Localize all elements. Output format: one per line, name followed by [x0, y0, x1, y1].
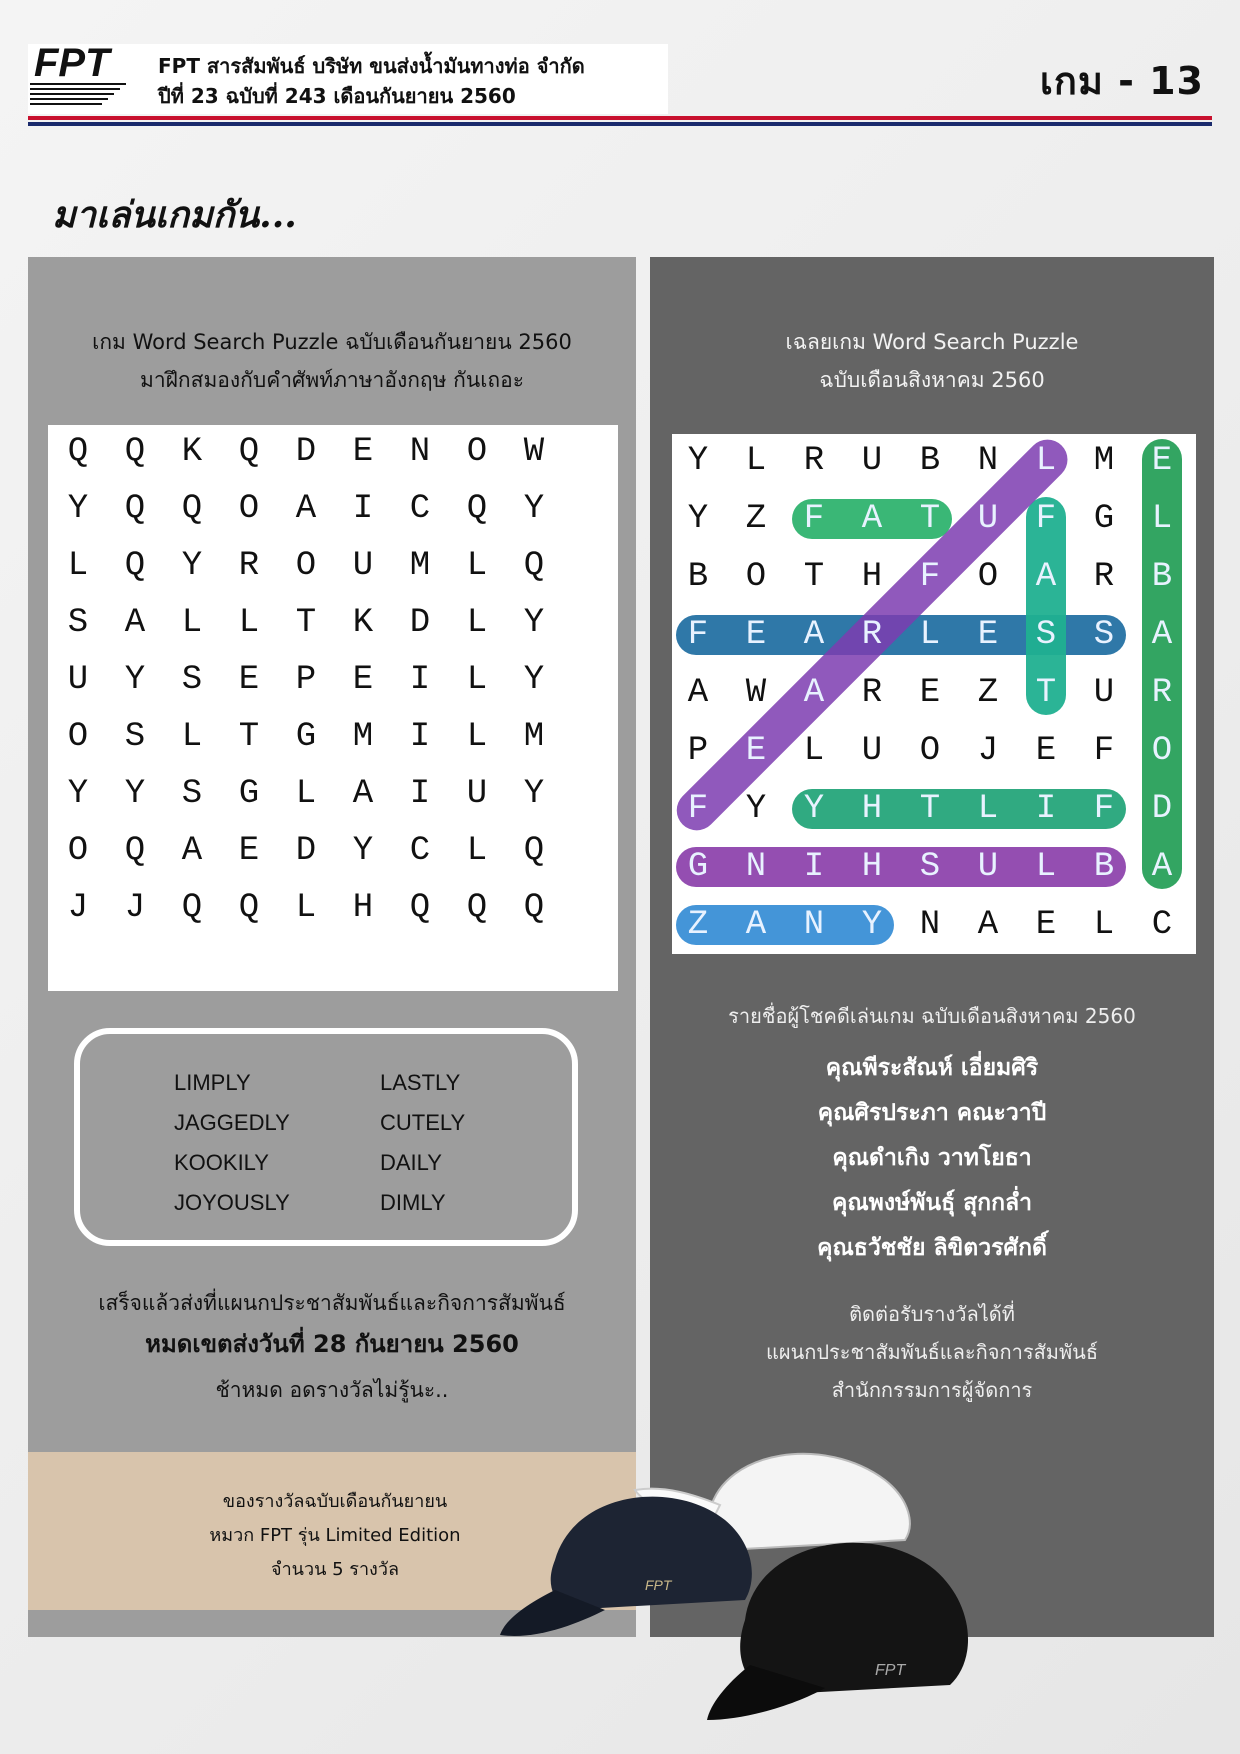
answer-letter: O [1151, 732, 1173, 770]
submission-instructions: เสร็จแล้วส่งที่แผนกประชาสัมพันธ์และกิจการสัมพันธ์ [98, 1291, 566, 1315]
puzzle-letter: A [352, 775, 374, 813]
puzzle-letter: E [352, 433, 374, 471]
answer-letter: R [1151, 674, 1173, 712]
winner-name: คุณดำเกิง วาทโยธา [832, 1145, 1032, 1171]
answer-letter: B [919, 442, 941, 480]
puzzle-letter: K [181, 433, 203, 471]
answer-letter: N [919, 906, 941, 944]
answer-letter: U [861, 442, 883, 480]
puzzle-letter: S [181, 661, 203, 699]
puzzle-letter: L [238, 604, 260, 642]
puzzle-letter: S [67, 604, 89, 642]
puzzle-letter: T [295, 604, 317, 642]
answer-letter: B [1151, 558, 1173, 596]
puzzle-letter: G [238, 775, 260, 813]
puzzle-letter: Y [523, 661, 545, 699]
answer-letter: E [919, 674, 941, 712]
prize-item: หมวก FPT รุ่น Limited Edition [209, 1525, 461, 1546]
answer-letter: F [803, 500, 825, 538]
answer-letter: E [1035, 732, 1057, 770]
answer-letter: B [1093, 848, 1115, 886]
puzzle-letter: I [409, 661, 431, 699]
puzzle-letter: Q [124, 490, 146, 528]
answer-letter: T [919, 500, 941, 538]
svg-text:FPT: FPT [34, 41, 110, 85]
submission-deadline: หมดเขตส่งวันที่ 28 กันยายน 2560 [145, 1330, 519, 1358]
puzzle-grid [48, 425, 618, 991]
puzzle-letter: O [295, 547, 317, 585]
puzzle-letter: Q [523, 832, 545, 870]
puzzle-letter: D [295, 832, 317, 870]
answer-letter: M [1093, 442, 1115, 480]
answer-letter: R [861, 674, 883, 712]
answer-letter: L [977, 790, 999, 828]
puzzle-letter: K [352, 604, 374, 642]
puzzle-letter: A [181, 832, 203, 870]
puzzle-letter: L [295, 889, 317, 927]
puzzle-letter: I [409, 718, 431, 756]
answer-letter: E [1035, 906, 1057, 944]
puzzle-letter: H [352, 889, 374, 927]
answer-letter: F [687, 790, 709, 828]
answer-letter: A [977, 906, 999, 944]
word-list-box [74, 1028, 578, 1246]
puzzle-letter: R [238, 547, 260, 585]
word-item: LASTLY [380, 1070, 461, 1095]
answer-letter: A [1035, 558, 1057, 596]
puzzle-letter: Q [466, 490, 488, 528]
puzzle-letter: Y [352, 832, 374, 870]
puzzle-letter: D [409, 604, 431, 642]
puzzle-letter: L [181, 718, 203, 756]
answer-letter: L [1151, 500, 1173, 538]
answer-letter: W [745, 674, 767, 712]
puzzle-letter: Y [124, 661, 146, 699]
answer-letter: F [919, 558, 941, 596]
answer-letter: Z [687, 906, 709, 944]
answer-letter: S [1035, 616, 1057, 654]
puzzle-letter: D [295, 433, 317, 471]
word-item: JAGGEDLY [174, 1110, 290, 1135]
winners-title: รายชื่อผู้โชคดีเล่นเกม ฉบับเดือนสิงหาคม 2560 [728, 1004, 1136, 1028]
contact-line: ติดต่อรับรางวัลได้ที่ [849, 1302, 1015, 1326]
answer-letter: R [1093, 558, 1115, 596]
answer-letter: L [919, 616, 941, 654]
header-rule-blue [28, 122, 1212, 126]
puzzle-letter: E [238, 661, 260, 699]
answer-letter: A [803, 674, 825, 712]
answer-letter: G [687, 848, 709, 886]
svg-text:FPT: FPT [645, 1577, 672, 1593]
puzzle-letter: Y [181, 547, 203, 585]
puzzle-letter: J [124, 889, 146, 927]
answer-letter: A [687, 674, 709, 712]
puzzle-letter: M [409, 547, 431, 585]
answer-letter: H [861, 558, 883, 596]
puzzle-letter: L [466, 718, 488, 756]
puzzle-letter: Q [466, 889, 488, 927]
word-item: JOYOUSLY [174, 1190, 290, 1215]
puzzle-letter: E [238, 832, 260, 870]
answer-letter: Y [861, 906, 883, 944]
puzzle-letter: A [124, 604, 146, 642]
winner-name: คุณพงษ์พันธุ์ สุกกล่ำ [831, 1190, 1033, 1216]
puzzle-letter: P [295, 661, 317, 699]
answer-letter: N [803, 906, 825, 944]
header-rule-red [28, 116, 1212, 120]
answer-letter: T [803, 558, 825, 596]
answer-letter: L [803, 732, 825, 770]
answer-letter: I [803, 848, 825, 886]
answer-letter: H [861, 848, 883, 886]
answer-letter: L [745, 442, 767, 480]
puzzle-letter: Q [67, 433, 89, 471]
prize-quantity: จำนวน 5 รางวัล [271, 1559, 399, 1580]
svg-text:FPT: FPT [875, 1662, 906, 1679]
puzzle-letter: Q [409, 889, 431, 927]
answer-letter: U [861, 732, 883, 770]
page-label: เกม - 13 [1039, 59, 1204, 103]
answer-letter: U [977, 848, 999, 886]
puzzle-letter: Q [523, 547, 545, 585]
answer-letter: Y [745, 790, 767, 828]
answer-letter: A [1151, 616, 1173, 654]
puzzle-letter: Q [124, 832, 146, 870]
answer-letter: P [687, 732, 709, 770]
puzzle-letter: J [67, 889, 89, 927]
answer-letter: L [1035, 442, 1057, 480]
answer-letter: O [919, 732, 941, 770]
puzzle-letter: Q [238, 889, 260, 927]
puzzle-letter: S [124, 718, 146, 756]
puzzle-letter: Q [181, 490, 203, 528]
word-item: DIMLY [380, 1190, 446, 1215]
puzzle-letter: G [295, 718, 317, 756]
answer-letter: H [861, 790, 883, 828]
answer-letter: D [1151, 790, 1173, 828]
puzzle-letter: O [67, 718, 89, 756]
puzzle-letter: E [352, 661, 374, 699]
answer-letter: J [977, 732, 999, 770]
answer-letter: R [803, 442, 825, 480]
word-item: CUTELY [380, 1110, 466, 1135]
fpt-logo [30, 40, 148, 112]
answer-letter: E [1151, 442, 1173, 480]
puzzle-letter: M [523, 718, 545, 756]
puzzle-letter: Y [67, 775, 89, 813]
answer-letter: N [977, 442, 999, 480]
puzzle-letter: L [181, 604, 203, 642]
answer-letter: G [1093, 500, 1115, 538]
word-item: LIMPLY [174, 1070, 251, 1095]
puzzle-letter: U [466, 775, 488, 813]
answer-letter: E [977, 616, 999, 654]
word-item: DAILY [380, 1150, 442, 1175]
contact-line: สำนักกรรมการผู้จัดการ [831, 1378, 1033, 1402]
puzzle-letter: O [67, 832, 89, 870]
answer-letter: Z [745, 500, 767, 538]
answer-letter: F [687, 616, 709, 654]
answer-letter: A [1151, 848, 1173, 886]
puzzle-letter: U [352, 547, 374, 585]
puzzle-letter: Y [523, 490, 545, 528]
puzzle-letter: C [409, 832, 431, 870]
puzzle-intro-subtitle: มาฝึกสมองกับคำศัพท์ภาษาอังกฤษ กันเถอะ [139, 368, 525, 392]
answer-letter: F [1093, 790, 1115, 828]
puzzle-letter: L [466, 661, 488, 699]
answer-letter: N [745, 848, 767, 886]
answer-letter: F [1035, 500, 1057, 538]
answer-letter: U [977, 500, 999, 538]
answer-letter: A [803, 616, 825, 654]
puzzle-letter: Q [238, 433, 260, 471]
puzzle-letter: T [238, 718, 260, 756]
puzzle-letter: W [523, 433, 545, 471]
puzzle-letter: Y [523, 775, 545, 813]
answer-letter: O [745, 558, 767, 596]
answer-letter: L [1035, 848, 1057, 886]
puzzle-letter: S [181, 775, 203, 813]
puzzle-letter: L [466, 832, 488, 870]
answer-letter: R [861, 616, 883, 654]
answer-letter: E [745, 616, 767, 654]
prize-title: ของรางวัลฉบับเดือนกันยายน [222, 1491, 448, 1512]
answer-letter: I [1035, 790, 1057, 828]
answer-intro-subtitle: ฉบับเดือนสิงหาคม 2560 [819, 368, 1045, 392]
answer-letter: B [687, 558, 709, 596]
answer-letter: A [861, 500, 883, 538]
puzzle-letter: Q [124, 547, 146, 585]
answer-letter: U [1093, 674, 1115, 712]
answer-intro-title: เฉลยเกม Word Search Puzzle [785, 330, 1079, 354]
puzzle-letter: O [238, 490, 260, 528]
answer-letter: A [745, 906, 767, 944]
answer-grid [672, 434, 1196, 954]
puzzle-letter: N [409, 433, 431, 471]
contact-line: แผนกประชาสัมพันธ์และกิจการสัมพันธ์ [765, 1340, 1099, 1364]
puzzle-letter: C [409, 490, 431, 528]
answer-letter: S [919, 848, 941, 886]
answer-letter: T [919, 790, 941, 828]
answer-letter: E [745, 732, 767, 770]
puzzle-letter: L [466, 547, 488, 585]
header-line-issue: ปีที่ 23 ฉบับที่ 243 เดือนกันยายน 2560 [158, 84, 516, 108]
submission-note: ช้าหมด อดรางวัลไม่รู้นะ.. [215, 1378, 449, 1402]
winner-name: คุณศิรประภา คณะวาปี [817, 1100, 1047, 1126]
answer-letter: Y [687, 442, 709, 480]
puzzle-letter: L [67, 547, 89, 585]
answer-letter: C [1151, 906, 1173, 944]
puzzle-letter: Q [181, 889, 203, 927]
puzzle-letter: I [409, 775, 431, 813]
puzzle-letter: A [295, 490, 317, 528]
section-title: มาเล่นเกมกัน... [52, 194, 297, 236]
puzzle-letter: U [67, 661, 89, 699]
puzzle-letter: L [295, 775, 317, 813]
answer-letter: L [1093, 906, 1115, 944]
puzzle-letter: L [466, 604, 488, 642]
answer-letter: F [1093, 732, 1115, 770]
puzzle-letter: O [466, 433, 488, 471]
answer-letter: Y [687, 500, 709, 538]
answer-letter: Z [977, 674, 999, 712]
puzzle-letter: Y [67, 490, 89, 528]
puzzle-letter: Q [124, 433, 146, 471]
caps-image [495, 1430, 1055, 1730]
header-line-publication: FPT สารสัมพันธ์ บริษัท ขนส่งน้ำมันทางท่อ จำกัด [158, 54, 585, 78]
puzzle-intro-title: เกม Word Search Puzzle ฉบับเดือนกันยายน 2560 [92, 330, 572, 354]
answer-letter: O [977, 558, 999, 596]
puzzle-letter: Y [523, 604, 545, 642]
winner-name: คุณพีระสัณห์ เอี่ยมศิริ [825, 1055, 1039, 1081]
winner-name: คุณธวัชชัย ลิขิตวรศักดิ์ [817, 1235, 1047, 1261]
puzzle-letter: Y [124, 775, 146, 813]
word-item: KOOKILY [174, 1150, 269, 1175]
answer-highlight [792, 789, 1126, 829]
answer-letter: S [1093, 616, 1115, 654]
answer-letter: T [1035, 674, 1057, 712]
answer-letter: Y [803, 790, 825, 828]
puzzle-letter: I [352, 490, 374, 528]
puzzle-letter: M [352, 718, 374, 756]
puzzle-letter: Q [523, 889, 545, 927]
